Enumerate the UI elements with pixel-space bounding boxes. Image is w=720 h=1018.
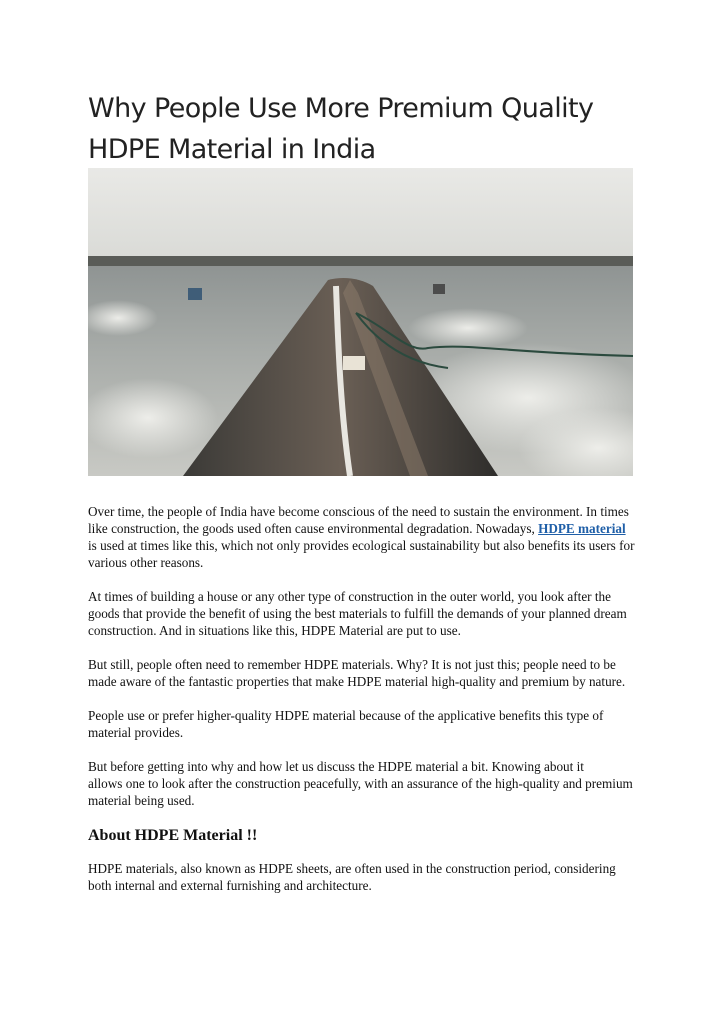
title-line-1: Why People Use More Premium Quality [88,93,594,124]
debris [343,356,365,370]
article-body [88,503,636,911]
pump-right [433,284,445,294]
paragraph-3: But still, people often need to remember HDPE materials. Why? It is not just this; people need to be made aware of the fantastic properties that make HDPE material high-quality and premium by nature. [88,657,626,689]
paragraph-5 [88,758,636,809]
hero-image [88,168,633,476]
pump-left [188,288,202,300]
paragraph-1 [88,503,636,571]
paragraph-4: People use or prefer higher-quality HDPE material because of the applicative benefits this type of material provides. [88,708,604,740]
paragraph-6: HDPE materials, also known as HDPE sheets, are often used in the construction period, considering both internal and external furnishing and architecture. [88,861,616,893]
paragraph-2: At times of building a house or any other type of construction in the outer world, you look after the goods that provide the benefit of using the best materials to fulfill the demands of your planned dream construction. And in situations like this, HDPE Material are put to use. [88,589,627,638]
title-line-2: HDPE Material in India [88,134,376,165]
hdpe-material-link[interactable]: HDPE material [538,521,626,536]
paragraph-1-text-after: is used at times like this, which not only provides ecological sustainability but also benefits its users for various other reasons. [88,538,635,570]
paragraph-1-text: Over time, the people of India have become conscious of the need to sustain the environment. In times like construction, the goods used often cause environmental degradation. Nowadays, [88,504,629,536]
sky-area [88,168,633,263]
paragraph-5-line-2: allows one to look after the construction peacefully, with an assurance of the high-quality and premium material being used. [88,776,633,808]
section-heading: About HDPE Material !! [88,827,258,844]
page-title [88,88,636,170]
paragraph-5-line-1: But before getting into why and how let us discuss the HDPE material a bit. Knowing about it [88,759,584,774]
